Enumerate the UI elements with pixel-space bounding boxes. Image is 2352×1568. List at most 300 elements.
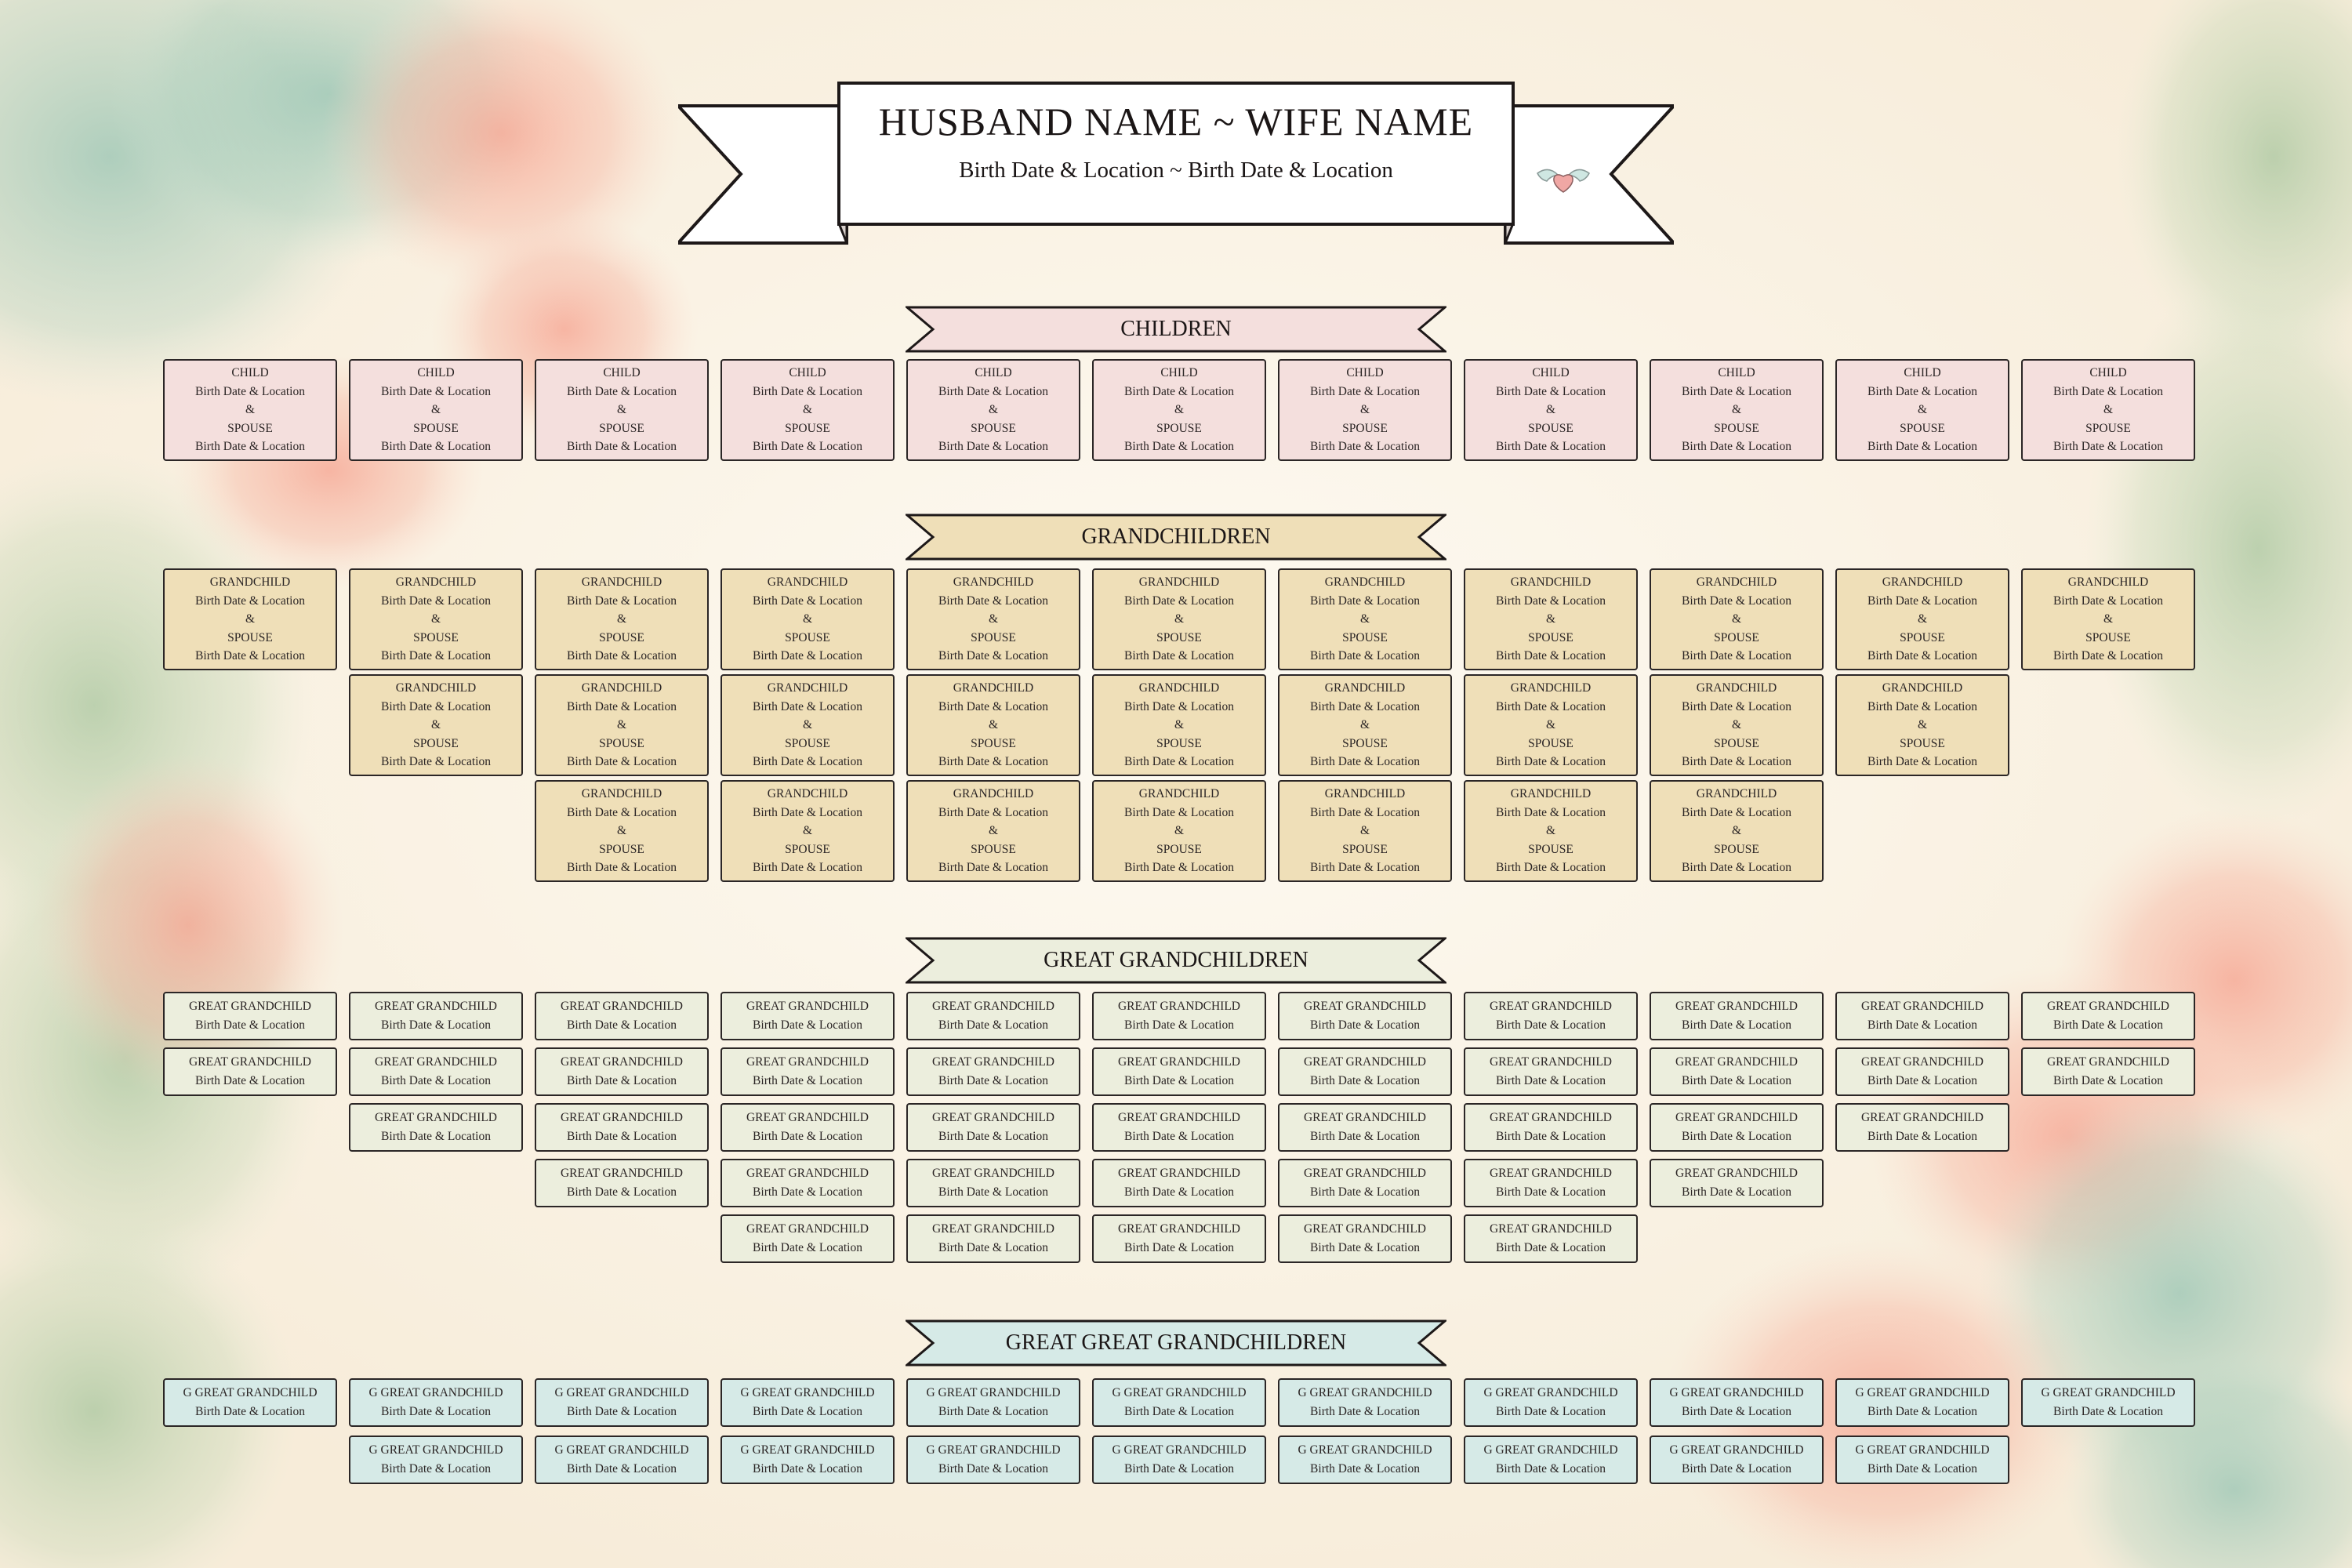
great-grandchild-card[interactable]	[349, 1047, 523, 1096]
grandchild-card[interactable]	[906, 780, 1080, 882]
great-great-grandchild-card[interactable]	[1464, 1378, 1638, 1427]
person-birth-info: Birth Date & Location	[2053, 593, 2163, 608]
grandchild-card[interactable]	[720, 568, 895, 670]
ampersand: &	[1359, 403, 1370, 417]
person-label: GREAT GRANDCHILD	[1117, 1222, 1240, 1236]
ampersand: &	[988, 824, 999, 838]
person-label: GREAT GRANDCHILD	[1489, 1222, 1612, 1236]
great-grandchild-card[interactable]	[1835, 1103, 2009, 1152]
person-birth-info: Birth Date & Location	[1310, 1074, 1420, 1087]
spouse-label: SPOUSE	[785, 421, 830, 435]
spouse-birth-info: Birth Date & Location	[1682, 861, 1791, 875]
title-block	[839, 98, 1513, 186]
grandchild-card[interactable]	[2021, 568, 2195, 670]
person-label: G GREAT GRANDCHILD	[368, 1443, 503, 1457]
person-birth-info: Birth Date & Location	[1310, 1130, 1420, 1143]
person-birth-info: Birth Date & Location	[1124, 1074, 1234, 1087]
spouse-label: SPOUSE	[971, 630, 1016, 644]
person-birth-info: Birth Date & Location	[1310, 1185, 1420, 1199]
person-birth-info: Birth Date & Location	[1310, 384, 1420, 398]
person-label: CHILD	[417, 366, 455, 380]
person-label: CHILD	[975, 366, 1012, 380]
child-card[interactable]	[163, 359, 337, 461]
person-birth-info: Birth Date & Location	[938, 1405, 1048, 1418]
person-label: GRANDCHILD	[1138, 787, 1220, 801]
spouse-label: SPOUSE	[599, 736, 644, 750]
ampersand: &	[1917, 612, 1928, 626]
person-label: GREAT GRANDCHILD	[1117, 1055, 1240, 1069]
grandchild-card[interactable]	[1464, 780, 1638, 882]
person-label: GREAT GRANDCHILD	[931, 1111, 1054, 1124]
spouse-label: SPOUSE	[1714, 630, 1759, 644]
person-label: G GREAT GRANDCHILD	[740, 1386, 875, 1399]
spouse-label: SPOUSE	[1528, 842, 1573, 856]
ampersand: &	[2103, 403, 2114, 417]
spouse-birth-info: Birth Date & Location	[753, 649, 862, 663]
great-grandchild-card[interactable]	[1278, 1047, 1452, 1096]
person-birth-info: Birth Date & Location	[1682, 1130, 1791, 1143]
great-grandchild-card[interactable]	[1650, 1103, 1824, 1152]
child-card[interactable]	[1092, 359, 1266, 461]
person-label: GRANDCHILD	[395, 681, 477, 695]
great-great-grandchild-card[interactable]	[1835, 1436, 2009, 1484]
great-grandchild-card[interactable]	[1650, 992, 1824, 1040]
person-birth-info: Birth Date & Location	[1124, 1130, 1234, 1143]
great-grandchild-card[interactable]	[1278, 1214, 1452, 1263]
person-label: GRANDCHILD	[1882, 681, 1963, 695]
person-birth-info: Birth Date & Location	[1867, 1130, 1977, 1143]
winged-heart-icon	[1533, 161, 1594, 200]
spouse-label: SPOUSE	[1528, 421, 1573, 435]
grandchild-card[interactable]	[535, 568, 709, 670]
person-label: G GREAT GRANDCHILD	[2041, 1386, 2176, 1399]
ampersand: &	[1731, 824, 1742, 838]
spouse-birth-info: Birth Date & Location	[1867, 755, 1977, 769]
person-label: G GREAT GRANDCHILD	[740, 1443, 875, 1457]
spouse-label: SPOUSE	[1528, 630, 1573, 644]
great-grandchild-card[interactable]	[1092, 1103, 1266, 1152]
spouse-birth-info: Birth Date & Location	[1124, 440, 1234, 454]
child-card[interactable]	[535, 359, 709, 461]
person-label: G GREAT GRANDCHILD	[1669, 1386, 1804, 1399]
grandchild-card[interactable]	[906, 674, 1080, 776]
person-label: CHILD	[603, 366, 641, 380]
great-grandchild-card[interactable]	[1650, 1159, 1824, 1207]
grandchild-card[interactable]	[1835, 568, 2009, 670]
person-birth-info: Birth Date & Location	[753, 1074, 862, 1087]
child-card[interactable]	[906, 359, 1080, 461]
spouse-label: SPOUSE	[2085, 630, 2131, 644]
person-label: GREAT GRANDCHILD	[1303, 1167, 1426, 1180]
grandchild-card[interactable]	[720, 674, 895, 776]
ampersand: &	[802, 824, 813, 838]
person-label: GREAT GRANDCHILD	[560, 1167, 683, 1180]
person-label: GRANDCHILD	[1324, 681, 1406, 695]
person-label: GREAT GRANDCHILD	[931, 1055, 1054, 1069]
person-birth-info: Birth Date & Location	[753, 1130, 862, 1143]
great-great-grandchild-card[interactable]	[1092, 1436, 1266, 1484]
grandchild-card[interactable]	[535, 674, 709, 776]
person-label: GREAT GRANDCHILD	[746, 1222, 869, 1236]
ampersand: &	[616, 718, 627, 732]
person-birth-info: Birth Date & Location	[1682, 699, 1791, 713]
person-birth-info: Birth Date & Location	[1124, 1462, 1234, 1475]
spouse-birth-info: Birth Date & Location	[1310, 755, 1420, 769]
child-card[interactable]	[2021, 359, 2195, 461]
person-birth-info: Birth Date & Location	[1124, 384, 1234, 398]
person-birth-info: Birth Date & Location	[1682, 805, 1791, 819]
person-birth-info: Birth Date & Location	[2053, 1074, 2163, 1087]
great-great-grandchild-card[interactable]	[1835, 1378, 2009, 1427]
spouse-birth-info: Birth Date & Location	[381, 649, 491, 663]
great-grandchild-card[interactable]	[1278, 992, 1452, 1040]
great-great-grandchild-card[interactable]	[163, 1378, 337, 1427]
ampersand: &	[1545, 718, 1556, 732]
ampersand: &	[1917, 718, 1928, 732]
great-great-grandchild-card[interactable]	[349, 1378, 523, 1427]
person-label: G GREAT GRANDCHILD	[1483, 1443, 1618, 1457]
person-birth-info: Birth Date & Location	[1496, 1074, 1606, 1087]
person-label: GRANDCHILD	[767, 575, 848, 590]
person-birth-info: Birth Date & Location	[1124, 1241, 1234, 1254]
spouse-label: SPOUSE	[413, 736, 459, 750]
person-birth-info: Birth Date & Location	[1682, 1074, 1791, 1087]
great-grandchild-card[interactable]	[1092, 1214, 1266, 1263]
ampersand: &	[1174, 612, 1185, 626]
person-birth-info: Birth Date & Location	[1682, 1018, 1791, 1032]
person-label: GRANDCHILD	[209, 575, 291, 590]
great-grandchild-card[interactable]	[906, 1214, 1080, 1263]
person-birth-info: Birth Date & Location	[195, 1074, 305, 1087]
person-label: G GREAT GRANDCHILD	[183, 1386, 318, 1399]
ampersand: &	[430, 403, 441, 417]
great-great-grandchild-card[interactable]	[720, 1436, 895, 1484]
great-grandchild-card[interactable]	[349, 992, 523, 1040]
ampersand: &	[1359, 718, 1370, 732]
person-birth-info: Birth Date & Location	[1867, 593, 1977, 608]
person-label: GREAT GRANDCHILD	[374, 1111, 497, 1124]
great-grandchild-card[interactable]	[1278, 1103, 1452, 1152]
person-label: G GREAT GRANDCHILD	[1298, 1386, 1432, 1399]
person-birth-info: Birth Date & Location	[753, 1185, 862, 1199]
person-birth-info: Birth Date & Location	[1310, 1462, 1420, 1475]
great-great-grandchild-card[interactable]	[906, 1378, 1080, 1427]
great-grandchild-card[interactable]	[1650, 1047, 1824, 1096]
grandchild-card[interactable]	[163, 568, 337, 670]
great-grandchild-card[interactable]	[720, 992, 895, 1040]
person-label: GREAT GRANDCHILD	[1489, 1000, 1612, 1013]
spouse-birth-info: Birth Date & Location	[1496, 649, 1606, 663]
great-grandchild-card[interactable]	[535, 992, 709, 1040]
person-label: GREAT GRANDCHILD	[2046, 1000, 2169, 1013]
person-label: GREAT GRANDCHILD	[1675, 1055, 1798, 1069]
grandchild-card[interactable]	[1092, 674, 1266, 776]
great-grandchild-card[interactable]	[535, 1047, 709, 1096]
great-great-grandchild-card[interactable]	[535, 1378, 709, 1427]
person-birth-info: Birth Date & Location	[938, 1130, 1048, 1143]
spouse-label: SPOUSE	[1156, 630, 1202, 644]
person-label: GREAT GRANDCHILD	[931, 1167, 1054, 1180]
great-great-grandchild-card[interactable]	[1092, 1378, 1266, 1427]
great-grandchild-card[interactable]	[349, 1103, 523, 1152]
grandchild-card[interactable]	[1092, 780, 1266, 882]
great-grandchild-card[interactable]	[1464, 1103, 1638, 1152]
great-grandchild-card[interactable]	[1464, 1159, 1638, 1207]
grandchild-card[interactable]	[535, 780, 709, 882]
person-birth-info: Birth Date & Location	[753, 384, 862, 398]
person-label: G GREAT GRANDCHILD	[1298, 1443, 1432, 1457]
grandchild-card[interactable]	[1464, 674, 1638, 776]
grandchild-card[interactable]	[349, 674, 523, 776]
person-label: G GREAT GRANDCHILD	[1855, 1443, 1990, 1457]
great-grandchild-card[interactable]	[535, 1103, 709, 1152]
great-grandchild-card[interactable]	[720, 1159, 895, 1207]
great-grandchild-card[interactable]	[720, 1103, 895, 1152]
person-birth-info: Birth Date & Location	[567, 1462, 677, 1475]
spouse-label: SPOUSE	[785, 842, 830, 856]
person-label: GRANDCHILD	[2067, 575, 2149, 590]
spouse-birth-info: Birth Date & Location	[1867, 649, 1977, 663]
person-birth-info: Birth Date & Location	[567, 593, 677, 608]
child-card[interactable]	[1464, 359, 1638, 461]
person-label: GRANDCHILD	[953, 787, 1034, 801]
person-birth-info: Birth Date & Location	[1496, 1405, 1606, 1418]
spouse-label: SPOUSE	[2085, 421, 2131, 435]
person-label: GREAT GRANDCHILD	[1675, 1000, 1798, 1013]
spouse-label: SPOUSE	[227, 421, 273, 435]
grandchild-card[interactable]	[906, 568, 1080, 670]
children-heading: CHILDREN	[1120, 317, 1232, 341]
spouse-birth-info: Birth Date & Location	[1682, 755, 1791, 769]
person-birth-info: Birth Date & Location	[1124, 1405, 1234, 1418]
ampersand: &	[245, 612, 256, 626]
person-birth-info: Birth Date & Location	[1124, 699, 1234, 713]
ampersand: &	[1174, 403, 1185, 417]
great-grandchild-card[interactable]	[1092, 992, 1266, 1040]
great-grandchild-card[interactable]	[720, 1047, 895, 1096]
ampersand: &	[1731, 612, 1742, 626]
person-birth-info: Birth Date & Location	[1682, 1462, 1791, 1475]
great-grandchild-card[interactable]	[535, 1159, 709, 1207]
person-birth-info: Birth Date & Location	[753, 805, 862, 819]
spouse-label: SPOUSE	[971, 421, 1016, 435]
great-grandchild-card[interactable]	[1835, 992, 2009, 1040]
child-card[interactable]	[1650, 359, 1824, 461]
ampersand: &	[1359, 612, 1370, 626]
spouse-label: SPOUSE	[413, 630, 459, 644]
great-great-grandchild-card[interactable]	[720, 1378, 895, 1427]
person-birth-info: Birth Date & Location	[1496, 1130, 1606, 1143]
person-label: GREAT GRANDCHILD	[1860, 1111, 1984, 1124]
spouse-birth-info: Birth Date & Location	[1496, 440, 1606, 454]
spouse-birth-info: Birth Date & Location	[1310, 861, 1420, 875]
person-birth-info: Birth Date & Location	[1310, 805, 1420, 819]
person-label: G GREAT GRANDCHILD	[1669, 1443, 1804, 1457]
person-birth-info: Birth Date & Location	[381, 1405, 491, 1418]
great-great-grandchild-card[interactable]	[1278, 1378, 1452, 1427]
person-label: GRANDCHILD	[1324, 787, 1406, 801]
spouse-label: SPOUSE	[1900, 421, 1945, 435]
great-great-grandchild-card[interactable]	[1278, 1436, 1452, 1484]
person-birth-info: Birth Date & Location	[753, 593, 862, 608]
person-label: GRANDCHILD	[1510, 787, 1592, 801]
great-grandchild-card[interactable]	[163, 1047, 337, 1096]
person-birth-info: Birth Date & Location	[195, 1405, 305, 1418]
person-birth-info: Birth Date & Location	[938, 593, 1048, 608]
person-label: GRANDCHILD	[1882, 575, 1963, 590]
grandchild-card[interactable]	[720, 780, 895, 882]
spouse-label: SPOUSE	[1714, 421, 1759, 435]
person-label: CHILD	[789, 366, 826, 380]
grandchild-card[interactable]	[349, 568, 523, 670]
person-birth-info: Birth Date & Location	[567, 805, 677, 819]
spouse-label: SPOUSE	[1528, 736, 1573, 750]
person-birth-info: Birth Date & Location	[567, 384, 677, 398]
child-card[interactable]	[349, 359, 523, 461]
person-birth-info: Birth Date & Location	[567, 1405, 677, 1418]
person-birth-info: Birth Date & Location	[938, 805, 1048, 819]
ampersand: &	[802, 612, 813, 626]
person-label: G GREAT GRANDCHILD	[554, 1443, 689, 1457]
great-grandchild-card[interactable]	[906, 992, 1080, 1040]
great-grandchild-card[interactable]	[906, 1159, 1080, 1207]
person-label: G GREAT GRANDCHILD	[1112, 1386, 1247, 1399]
great-grandchild-card[interactable]	[906, 1103, 1080, 1152]
great-grandchild-card[interactable]	[906, 1047, 1080, 1096]
spouse-birth-info: Birth Date & Location	[1124, 649, 1234, 663]
person-label: GREAT GRANDCHILD	[1117, 1000, 1240, 1013]
great-great-grandchild-card[interactable]	[535, 1436, 709, 1484]
person-birth-info: Birth Date & Location	[381, 1018, 491, 1032]
spouse-label: SPOUSE	[1342, 630, 1388, 644]
person-birth-info: Birth Date & Location	[753, 1405, 862, 1418]
person-label: G GREAT GRANDCHILD	[1483, 1386, 1618, 1399]
ampersand: &	[430, 718, 441, 732]
person-birth-info: Birth Date & Location	[938, 384, 1048, 398]
person-label: GREAT GRANDCHILD	[1675, 1167, 1798, 1180]
grandchild-card[interactable]	[1650, 568, 1824, 670]
child-card[interactable]	[1278, 359, 1452, 461]
person-label: GRANDCHILD	[1510, 575, 1592, 590]
person-label: GREAT GRANDCHILD	[931, 1222, 1054, 1236]
great-grandchild-card[interactable]	[2021, 1047, 2195, 1096]
child-card[interactable]	[1835, 359, 2009, 461]
spouse-birth-info: Birth Date & Location	[1682, 440, 1791, 454]
person-birth-info: Birth Date & Location	[1682, 1405, 1791, 1418]
person-label: CHILD	[1904, 366, 1941, 380]
great-grandchild-card[interactable]	[1092, 1159, 1266, 1207]
person-birth-info: Birth Date & Location	[2053, 1405, 2163, 1418]
person-birth-info: Birth Date & Location	[753, 1018, 862, 1032]
person-label: GRANDCHILD	[1324, 575, 1406, 590]
grandchild-card[interactable]	[1278, 674, 1452, 776]
person-birth-info: Birth Date & Location	[1310, 1018, 1420, 1032]
great-grandchild-card[interactable]	[1835, 1047, 2009, 1096]
person-label: GREAT GRANDCHILD	[1675, 1111, 1798, 1124]
couple-birth-info: Birth Date & Location ~ Birth Date & Location	[959, 158, 1393, 183]
ampersand: &	[802, 403, 813, 417]
person-birth-info: Birth Date & Location	[195, 593, 305, 608]
spouse-birth-info: Birth Date & Location	[1124, 755, 1234, 769]
person-birth-info: Birth Date & Location	[1496, 1018, 1606, 1032]
person-birth-info: Birth Date & Location	[381, 1130, 491, 1143]
grandchild-card[interactable]	[1278, 568, 1452, 670]
ampersand: &	[1545, 612, 1556, 626]
ampersand: &	[1731, 403, 1742, 417]
person-label: GREAT GRANDCHILD	[560, 1000, 683, 1013]
grandchild-card[interactable]	[1835, 674, 2009, 776]
great-great-grandchildren-heading: GREAT GREAT GRANDCHILDREN	[1005, 1330, 1347, 1355]
person-birth-info: Birth Date & Location	[1496, 1462, 1606, 1475]
person-birth-info: Birth Date & Location	[381, 384, 491, 398]
great-grandchild-card[interactable]	[1464, 992, 1638, 1040]
person-birth-info: Birth Date & Location	[1124, 593, 1234, 608]
person-birth-info: Birth Date & Location	[2053, 1018, 2163, 1032]
person-birth-info: Birth Date & Location	[381, 1074, 491, 1087]
great-great-grandchild-card[interactable]	[1650, 1378, 1824, 1427]
ampersand: &	[430, 612, 441, 626]
person-label: GREAT GRANDCHILD	[560, 1111, 683, 1124]
great-great-grandchild-card[interactable]	[2021, 1378, 2195, 1427]
person-birth-info: Birth Date & Location	[938, 1462, 1048, 1475]
spouse-birth-info: Birth Date & Location	[381, 440, 491, 454]
person-birth-info: Birth Date & Location	[1682, 384, 1791, 398]
spouse-birth-info: Birth Date & Location	[1310, 440, 1420, 454]
person-label: GRANDCHILD	[1510, 681, 1592, 695]
person-birth-info: Birth Date & Location	[567, 1018, 677, 1032]
great-great-grandchild-card[interactable]	[1464, 1436, 1638, 1484]
great-grandchild-card[interactable]	[1464, 1214, 1638, 1263]
great-great-grandchild-card[interactable]	[906, 1436, 1080, 1484]
person-label: G GREAT GRANDCHILD	[926, 1386, 1061, 1399]
great-grandchild-card[interactable]	[1092, 1047, 1266, 1096]
person-birth-info: Birth Date & Location	[1867, 1405, 1977, 1418]
spouse-birth-info: Birth Date & Location	[195, 649, 305, 663]
person-birth-info: Birth Date & Location	[1310, 1241, 1420, 1254]
person-birth-info: Birth Date & Location	[1124, 1185, 1234, 1199]
person-birth-info: Birth Date & Location	[1310, 1405, 1420, 1418]
grandchild-card[interactable]	[1650, 780, 1824, 882]
great-grandchild-card[interactable]	[2021, 992, 2195, 1040]
grandchild-card[interactable]	[1650, 674, 1824, 776]
great-grandchild-card[interactable]	[1278, 1159, 1452, 1207]
great-grandchild-card[interactable]	[163, 992, 337, 1040]
spouse-birth-info: Birth Date & Location	[938, 755, 1048, 769]
person-birth-info: Birth Date & Location	[1867, 1018, 1977, 1032]
child-card[interactable]	[720, 359, 895, 461]
grandchild-card[interactable]	[1278, 780, 1452, 882]
spouse-label: SPOUSE	[1342, 421, 1388, 435]
grandchild-card[interactable]	[1464, 568, 1638, 670]
great-grandchild-card[interactable]	[1464, 1047, 1638, 1096]
great-grandchild-card[interactable]	[720, 1214, 895, 1263]
person-birth-info: Birth Date & Location	[567, 1185, 677, 1199]
ampersand: &	[988, 612, 999, 626]
person-label: GREAT GRANDCHILD	[374, 1000, 497, 1013]
person-birth-info: Birth Date & Location	[753, 1462, 862, 1475]
spouse-label: SPOUSE	[1900, 736, 1945, 750]
grandchildren-heading: GRANDCHILDREN	[1081, 524, 1271, 549]
great-great-grandchild-card[interactable]	[1650, 1436, 1824, 1484]
person-birth-info: Birth Date & Location	[381, 1462, 491, 1475]
great-great-grandchild-card[interactable]	[349, 1436, 523, 1484]
grandchild-card[interactable]	[1092, 568, 1266, 670]
spouse-birth-info: Birth Date & Location	[1867, 440, 1977, 454]
ampersand: &	[802, 718, 813, 732]
person-birth-info: Birth Date & Location	[1867, 1074, 1977, 1087]
spouse-label: SPOUSE	[785, 630, 830, 644]
person-label: GREAT GRANDCHILD	[1303, 1222, 1426, 1236]
